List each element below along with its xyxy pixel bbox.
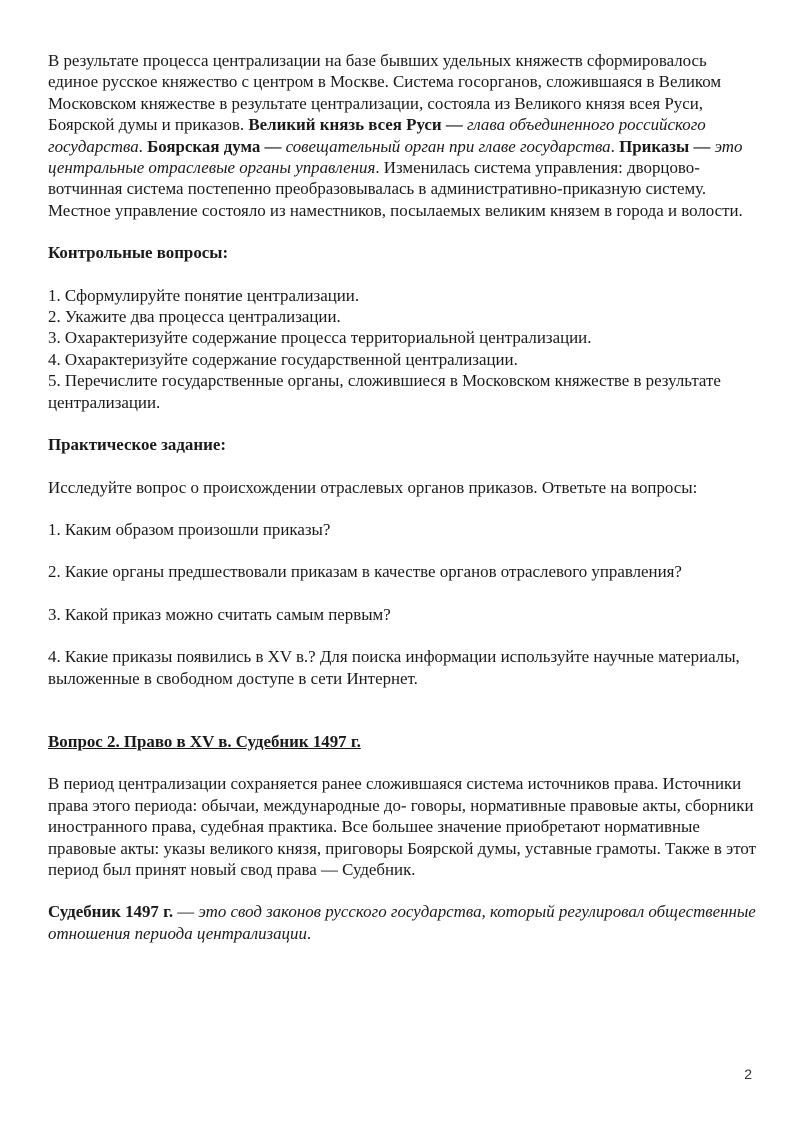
question2-heading: Вопрос 2. Право в XV в. Судебник 1497 г. xyxy=(48,731,361,751)
intro-text: В результате процесса централизации на базе бывших удельных княжеств сформировалось единое русское княжество с центром в Москве. Система госорганов, сложившаяся в Великом Московском княжестве в результате централизации, состояла из Великого князя всея Руси, Боярской думы и приказов. xyxy=(48,51,722,135)
definition-grand-prince: глава объединенного российского государства xyxy=(48,115,706,156)
page-number: 2 xyxy=(744,1066,752,1082)
definition-sudebnik: это свод законов русского государства, который регулировал общественные отношения периода централизации xyxy=(48,902,756,943)
term-grand-prince: Великий князь всея Руси — xyxy=(248,115,463,135)
practical-task-item: 1. Каким образом произошли приказы? xyxy=(48,519,331,539)
control-question-item: 2. Укажите два процесса централизации. xyxy=(48,307,341,327)
term-sudebnik: Судебник 1497 г. xyxy=(48,902,174,922)
separator: . xyxy=(138,136,148,156)
heading-text: Контрольные вопросы: xyxy=(48,243,229,263)
definition-prikazy: это центральные отраслевые органы управления xyxy=(48,136,743,178)
control-questions-heading xyxy=(48,242,760,263)
term-boyar-duma: Боярская дума — xyxy=(147,136,282,156)
practical-task-item: 3. Какой приказ можно считать самым первым? xyxy=(48,604,391,624)
control-question-item: 3. Охарактеризуйте содержание процесса территориальной централизации. xyxy=(48,328,592,348)
intro-paragraph xyxy=(48,50,760,221)
heading-text: Практическое задание: xyxy=(48,435,226,455)
practical-task-heading xyxy=(48,434,760,455)
control-question-item: 5. Перечислите государственные органы, сложившиеся в Московском княжестве в результате централизации. xyxy=(48,371,721,412)
intro-text-continued: . Изменилась система управления: дворцово-вотчинная система постепенно преобразовывалась в административно-приказную систему. Местное управление состояло из наместников, посылаемых великим князем в города и волости. xyxy=(48,158,743,220)
question2-paragraph: В период централизации сохраняется ранее сложившаяся система источников права. Источники права этого периода: обычаи, международные до- говоры, нормативные правовые акты, сборники иностранного права, судебная практика. Все большее значение приобретают нормативные правовые акты: указы великого князя, приговоры Боярской думы, уставные грамоты. Также в этот период был принят новый свод права — Судебник. xyxy=(48,774,757,879)
definition-boyar-duma: совещательный орган при главе государства xyxy=(281,136,611,156)
term-prikazy: Приказы — xyxy=(619,136,711,156)
practical-task-intro: Исследуйте вопрос о происхождении отраслевых органов приказов. Ответьте на вопросы: xyxy=(48,477,698,497)
control-question-item: 4. Охарактеризуйте содержание государственной централизации. xyxy=(48,349,518,369)
practical-task-item: 4. Какие приказы появились в XV в.? Для поиска информации используйте научные материалы, выложенные в свободном доступе в сети Интернет. xyxy=(48,647,740,688)
period: . xyxy=(306,923,312,943)
separator: . xyxy=(610,136,620,156)
dash: — xyxy=(173,902,199,922)
document-page xyxy=(48,50,760,944)
sudebnik-definition xyxy=(48,901,760,944)
control-question-item: 1. Сформулируйте понятие централизации. xyxy=(48,285,360,305)
practical-task-item: 2. Какие органы предшествовали приказам в качестве органов отраслевого управления? xyxy=(48,562,682,582)
